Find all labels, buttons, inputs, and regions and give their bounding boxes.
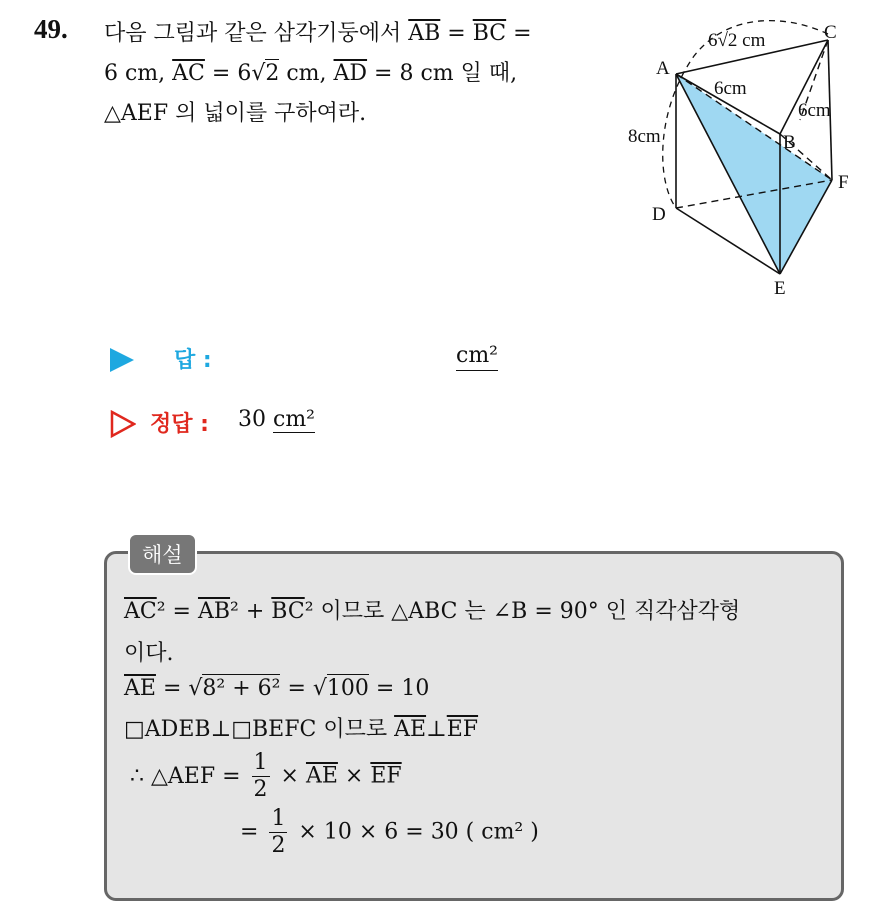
text: ×: [273, 763, 306, 789]
radicand: 100: [326, 676, 369, 701]
correct-answer-value: [238, 407, 315, 432]
label-d: D: [652, 204, 666, 225]
question-line-3: △AEF 의 넓이를 구하여라.: [104, 101, 367, 126]
fraction-half: [269, 806, 287, 859]
correct-answer-label: 정답 :: [150, 412, 209, 437]
label-f: F: [838, 172, 849, 193]
text: ² 이므로 △ABC 는 ∠B = 90° 인 직각삼각형: [304, 599, 741, 624]
text: 6 cm,: [104, 61, 173, 86]
text: =: [240, 819, 266, 845]
segment-bc: $\overline{BC}$: [271, 599, 305, 624]
triangular-prism-figure: [610, 10, 870, 300]
label-b: B: [783, 132, 796, 153]
radicand: 2: [265, 61, 280, 86]
denominator: 2: [271, 833, 286, 858]
sqrt-sign: √: [251, 61, 266, 86]
fraction-half: [252, 750, 270, 803]
label-c: C: [824, 22, 837, 43]
question-line-1: [104, 14, 604, 54]
answer-row: [110, 340, 530, 380]
solution-line-1: [124, 594, 740, 625]
label-bc-length: 6cm: [798, 100, 831, 121]
answer-unit: cm²: [456, 342, 498, 371]
numerator: 1: [271, 806, 286, 831]
play-outline-icon: [110, 410, 136, 438]
label-ad-length: 8cm: [628, 126, 661, 147]
segment-ae: $\overline{AE}$: [394, 717, 427, 742]
answer-label: 답 :: [174, 348, 212, 373]
solution-line-6: [240, 806, 539, 859]
text: 다음 그림과 같은 삼각기둥에서: [104, 21, 409, 46]
radicand: 8² + 6²: [202, 676, 281, 701]
correct-answer-row: [110, 404, 530, 444]
segment-ad: $\overline{AD}$: [333, 61, 368, 86]
question-number: 49.: [34, 14, 68, 44]
text: =: [440, 21, 473, 46]
solution-line-3: [124, 676, 429, 701]
segment-ef: $\overline{EF}$: [446, 717, 479, 742]
label-ab-length: 6cm: [714, 78, 747, 99]
label-e: E: [774, 278, 786, 299]
numerator: 1: [253, 750, 268, 775]
solution-line-2: 이다.: [124, 641, 174, 666]
value: 30: [238, 407, 266, 432]
perp-symbol: ⊥: [426, 717, 447, 742]
question-line-2: [104, 54, 604, 94]
segment-ef: $\overline{EF}$: [370, 763, 402, 789]
play-icon: [110, 348, 134, 372]
question-text: [104, 14, 604, 134]
text: = √: [280, 676, 327, 701]
text: ∴ △AEF =: [130, 763, 248, 789]
text: ×: [337, 763, 371, 789]
text: = √: [155, 676, 203, 701]
solution-line-5: [124, 750, 402, 803]
text: = 10: [368, 676, 430, 701]
segment-ab: $\overline{AB}$: [197, 599, 231, 624]
label-a: A: [656, 58, 670, 79]
text: = 8 cm 일 때,: [367, 61, 518, 86]
text: cm,: [279, 61, 334, 86]
segment-ab: $\overline{AB}$: [408, 21, 441, 46]
text: □ADEB⊥□BEFC 이므로: [124, 717, 395, 742]
label-ac-length: 6√2 cm: [708, 30, 766, 51]
segment-bc: $\overline{BC}$: [472, 21, 507, 46]
solution-tab: 해설: [128, 533, 197, 575]
text: = 6: [204, 61, 252, 86]
segment-ae: $\overline{AE}$: [305, 763, 338, 789]
segment-ae: $\overline{AE}$: [124, 676, 156, 701]
segment-ac: $\overline{AC}$: [172, 61, 205, 86]
denominator: 2: [253, 777, 268, 802]
text: ² =: [156, 599, 198, 624]
segment-ac: $\overline{AC}$: [124, 599, 157, 624]
text: × 10 × 6 = 30 ( cm² ): [291, 819, 539, 845]
text: ² +: [230, 599, 272, 624]
text: =: [506, 21, 532, 46]
unit: cm²: [273, 407, 316, 432]
solution-line-4: [124, 712, 478, 743]
